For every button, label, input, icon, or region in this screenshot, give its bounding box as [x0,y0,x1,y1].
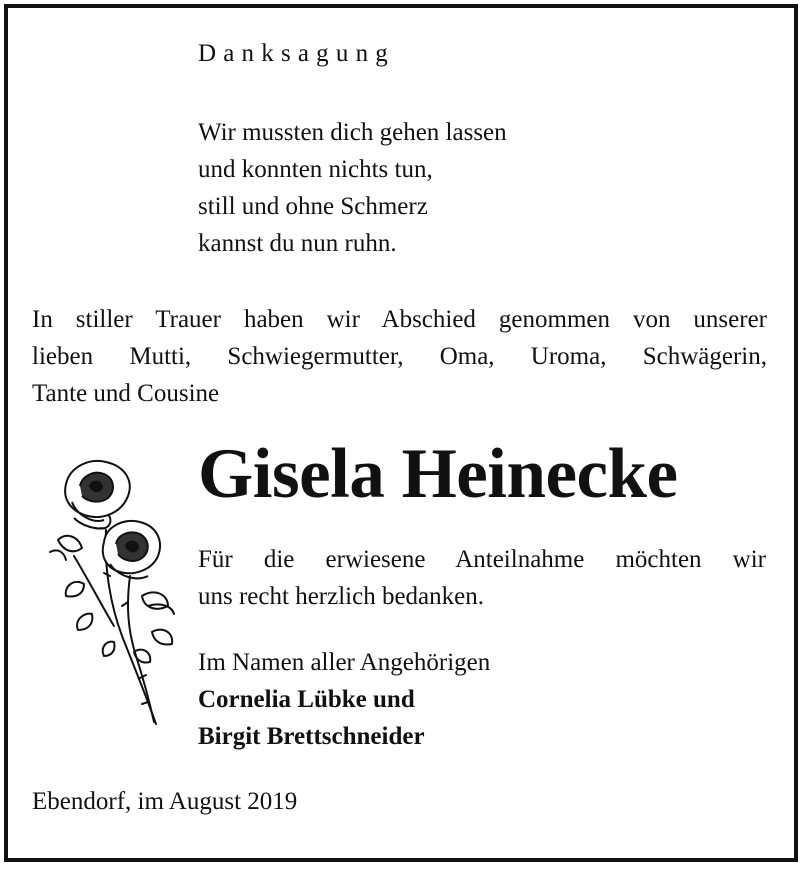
signatory-line: Cornelia Lübke und [198,686,415,713]
intro-line: Tante und Cousine [32,380,220,407]
deceased-name: Gisela Heinecke [198,435,678,513]
rose-bouquet-icon [44,456,184,728]
place-date: Ebendorf, im August 2019 [32,788,298,815]
thanks-paragraph [198,541,766,615]
poem [198,114,507,262]
poem-line: und konnten nichts tun, [198,156,433,183]
poem-line: kannst du nun ruhn. [198,230,397,257]
signatory-line: Birgit Brettschneider [198,723,425,750]
notice-heading: Danksagung [198,40,395,67]
signoff [198,644,490,755]
thanks-line: uns recht herzlich bedanken. [198,583,484,610]
signoff-intro: Im Namen aller Angehörigen [198,649,491,676]
intro-paragraph [32,301,767,412]
poem-line: still und ohne Schmerz [198,193,428,220]
intro-line: In stiller Trauer haben wir Abschied genommen von unserer [32,306,767,333]
thanks-line: Für die erwiesene Anteilnahme möchten wir [198,546,766,573]
intro-line: lieben Mutti, Schwiegermutter, Oma, Uroma, Schwägerin, [32,343,767,370]
poem-line: Wir mussten dich gehen lassen [198,119,507,146]
